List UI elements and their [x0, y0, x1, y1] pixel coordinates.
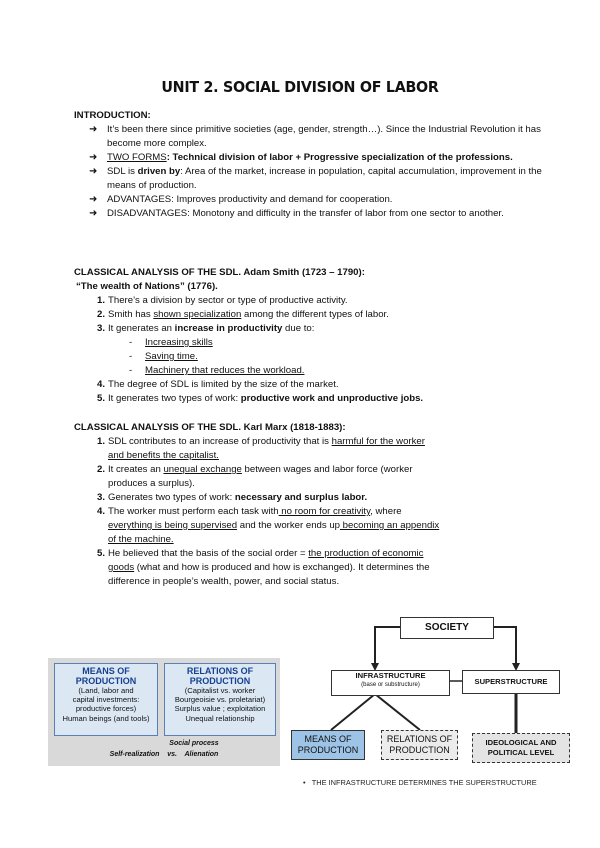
infrastructure-note — [303, 778, 537, 787]
item-number: 4. — [96, 506, 105, 517]
item-text: among the different types of labor. — [241, 309, 389, 320]
item-number: 3. — [96, 492, 105, 503]
arrow-icon: ➜ — [89, 124, 98, 135]
sub-item-text: Machinery that reduces the workload. — [145, 365, 305, 376]
item-text: increase in productivity — [174, 323, 283, 334]
sub-item-text: Saving time. — [145, 351, 198, 362]
item-text: no room for creativity — [278, 506, 371, 517]
item-text: between wages and labor force (worker — [241, 464, 413, 475]
item-text: There’s a division by sector or type of productive activity. — [108, 295, 348, 306]
smith-subheading: “The wealth of Nations” (1776). — [76, 281, 218, 292]
infrastructure-box — [331, 670, 450, 696]
item-text: the production of economic — [308, 548, 424, 559]
item-text: produces a surplus). — [108, 478, 195, 489]
item-text: SDL contributes to an increase of productivity that is — [108, 436, 332, 447]
smith-heading: CLASSICAL ANALYSIS OF THE SDL. Adam Smith (1723 – 1790): — [74, 267, 365, 278]
infra-to-relations-line — [375, 694, 420, 730]
bullet: • — [303, 778, 306, 787]
relations-title: PRODUCTION — [189, 676, 251, 686]
relations-node-label: PRODUCTION — [389, 745, 450, 755]
item-text: He believed that the basis of the social order = — [108, 548, 309, 559]
relations-title: RELATIONS OF — [186, 666, 254, 676]
item-text: It creates an — [108, 464, 164, 475]
means-line: Human beings (and tools) — [62, 713, 150, 723]
relations-line: Unequal relationship — [185, 713, 255, 723]
society-to-infra-arrow — [375, 627, 400, 665]
item-text: productive work and unproductive jobs. — [240, 393, 424, 404]
item-text: becoming an appendix — [340, 520, 440, 531]
introduction-heading: INTRODUCTION: — [74, 110, 151, 121]
item-text: and the worker ends up — [237, 520, 340, 531]
intro-text: It’s been there since primitive societies (age, gender, strength…). Since the Industrial Revolution it has become more complex. — [107, 124, 541, 149]
arrow-icon: ➜ — [89, 166, 98, 177]
item-text: difference in people’s wealth, power, and social status. — [108, 576, 340, 587]
item-text: The worker must perform each task with — [108, 506, 279, 517]
intro-text: : Area of the market, increase in population, capital accumulation, improvement in the means of production. — [107, 166, 542, 191]
infrastructure-sub-label: (base or substructure) — [361, 681, 420, 688]
item-text: goods — [108, 562, 135, 573]
item-text: necessary and surplus labor. — [234, 492, 368, 503]
means-node-label: MEANS OF — [304, 734, 352, 744]
item-text: due to: — [282, 323, 315, 334]
sub-item-text: Increasing skills — [145, 337, 213, 348]
arrow-icon: ➜ — [89, 194, 98, 205]
means-line: (Land, labor and — [78, 686, 134, 695]
item-text: of the machine. — [108, 534, 174, 545]
item-text: It generates an — [108, 323, 175, 334]
item-number: 2. — [96, 464, 105, 475]
item-text: unequal exchange — [163, 464, 242, 475]
social-process-label: Social process — [169, 740, 219, 747]
item-number: 2. — [96, 309, 105, 320]
item-text: harmful for the worker — [331, 436, 425, 447]
intro-text: driven by — [137, 166, 181, 177]
item-number: 3. — [96, 323, 105, 334]
item-number: 4. — [96, 379, 105, 390]
arrow-icon: ➜ — [89, 152, 98, 163]
item-text: It generates two types of work: — [108, 393, 241, 404]
item-text: Generates two types of work: — [108, 492, 235, 503]
vs-label: vs. — [167, 751, 177, 758]
ideo-node-label: IDEOLOGICAL AND — [485, 738, 557, 747]
ideo-node-label: POLITICAL LEVEL — [487, 748, 555, 757]
intro-text: ADVANTAGES: Improves productivity and demand for cooperation. — [107, 194, 393, 205]
dash-bullet: - — [129, 351, 133, 362]
relations-line: Bourgeoisie vs. proletariat) — [174, 695, 266, 705]
relations-line: (Capitalist vs. worker — [184, 686, 256, 695]
item-text: everything is being supervised — [108, 520, 238, 531]
item-text: and benefits the capitalist. — [108, 450, 219, 461]
society-to-super-arrow — [492, 627, 516, 665]
note-text: THE INFRASTRUCTURE DETERMINES THE SUPERSTRUCTURE — [311, 778, 537, 787]
item-number: 1. — [96, 436, 105, 447]
infra-to-means-line — [331, 694, 375, 730]
superstructure-box: SUPERSTRUCTURE — [462, 670, 560, 694]
intro-text: SDL is — [107, 166, 138, 177]
item-text: (what and how is produced and how is exchanged). It determines the — [134, 562, 430, 573]
alienation-label: Alienation — [184, 751, 219, 758]
intro-text: DISADVANTAGES: Monotony and difficulty in the transfer of labor from one sector to another. — [107, 208, 504, 219]
means-line: capital investments: — [72, 695, 140, 705]
item-number: 5. — [96, 548, 105, 559]
means-title: MEANS OF — [82, 666, 130, 676]
society-box: SOCIETY — [400, 617, 494, 639]
intro-text: : Technical division of labor + Progressive specialization of the professions. — [166, 152, 513, 163]
item-text: , where — [370, 506, 402, 517]
dash-bullet: - — [129, 337, 133, 348]
infrastructure-label: INFRASTRUCTURE — [355, 671, 426, 680]
page-title: UNIT 2. SOCIAL DIVISION OF LABOR — [161, 78, 439, 96]
ideological-political-node — [472, 733, 570, 763]
item-number: 5. — [96, 393, 105, 404]
means-of-production-node — [291, 730, 365, 760]
dash-bullet: - — [129, 365, 133, 376]
means-line: productive forces) — [75, 704, 137, 714]
relations-node-label: RELATIONS OF — [386, 734, 453, 744]
arrow-icon: ➜ — [89, 208, 98, 219]
item-number: 1. — [96, 295, 105, 306]
item-text: shown specialization — [153, 309, 242, 320]
item-text: The degree of SDL is limited by the size of the market. — [108, 379, 339, 390]
two-forms-label: TWO FORMS — [107, 152, 167, 163]
means-title: PRODUCTION — [75, 676, 137, 686]
means-node-label: PRODUCTION — [297, 745, 359, 755]
relations-line: Surplus value ; exploitation — [174, 704, 266, 714]
self-realization-label: Self-realization — [109, 751, 160, 758]
marx-heading: CLASSICAL ANALYSIS OF THE SDL. Karl Marx (1818-1883): — [74, 422, 346, 433]
relations-of-production-node — [381, 730, 458, 760]
item-text: Smith has — [108, 309, 154, 320]
